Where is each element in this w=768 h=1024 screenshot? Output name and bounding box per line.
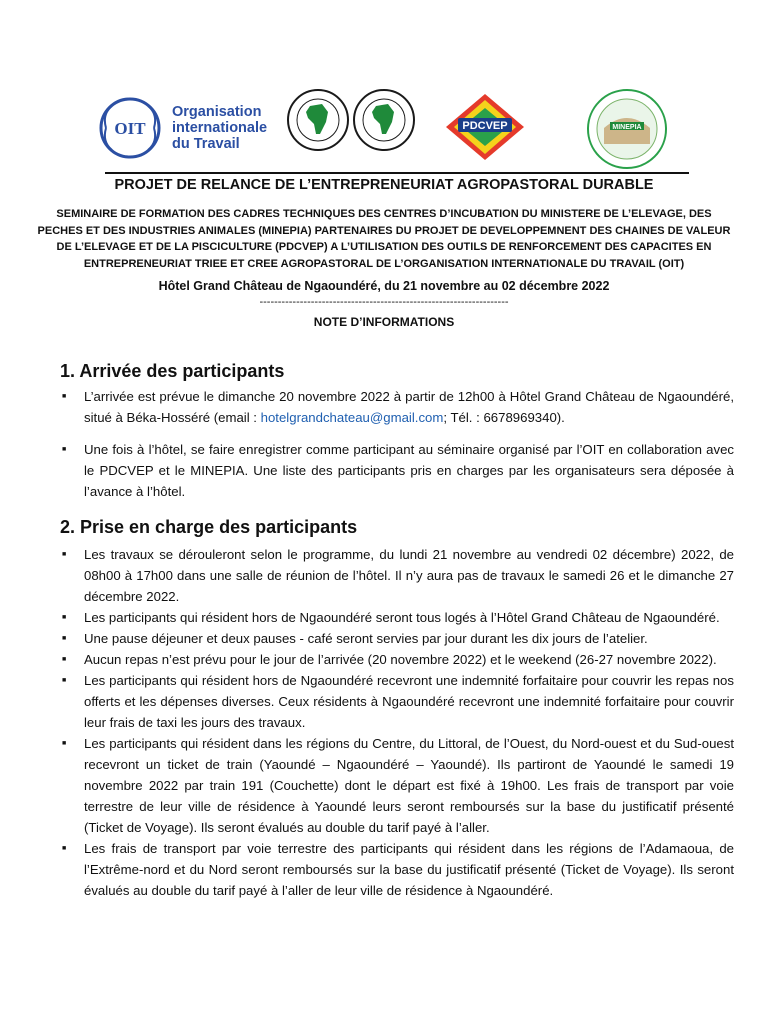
oit-line-1: Organisation (172, 104, 262, 120)
seminar-description: SEMINAIRE DE FORMATION DES CADRES TECHNIQUES DES CENTRES D’INCUBATION DU MINISTERE DE L’ELEVAGE, DES PECHES ET DES INDUSTRIES ANIMALES (MINEPIA) PARTENAIRES DU PROJET DE DEVELOPPEMNENT DES CHAINES DE VALEUR DE L’ELEVAGE ET DE LA PISCICULTURE (PDCVEP) A L’UTILISATION DES OUTILS DE RENFORCEMENT DES CAPACITES EN ENTREPRENEURIAT TRIEE ET CREE AGROPASTORAL DE L’ORGANISATION INTERNATIONALE DU TRAVAIL (OIT) (37, 208, 731, 270)
oit-line-2: internationale (172, 120, 268, 136)
list-item: ■ Les participants qui résident hors de Ngaoundéré recevront une indemnité forfaitaire pour couvrir les repas nos offerts et les dépenses diverses. Ceux résidents à Ngaoundéré recevront une indemnité forfaitaire pour couvrir leur frais de taxi les jours des travaux. (60, 670, 734, 733)
section-1-list (60, 386, 734, 513)
list-item: ■ Les participants qui résident dans les régions du Centre, du Littoral, de l’Ouest, du Nord-ouest et du Sud-ouest recevront un ticket de train (Yaoundé – Ngaoundéré – Yaoundé). Ils partiront de Yaoundé le samedi 19 novembre 2022 par train 191 (Couchette) dont le départ est fixé à 19h00. Les frais de transport par voie terrestre de leur ville de résidence à Yaoundé leurs seront remboursés sur la base du justificatif présenté (Ticket de Voyage). Ils seront évalués au double du tarif payé à l’aller. (60, 733, 734, 838)
svg-text:OIT: OIT (114, 119, 146, 138)
afdb-fr-logo-icon (286, 88, 350, 152)
list-item: ■ Les travaux se dérouleront selon le programme, du lundi 21 novembre au vendredi 02 décembre) 2022, de 08h00 à 17h00 dans une salle de réunion de l’hôtel. Il n’y aura pas de travaux le samedi 26 et le dimanche 27 décembre 2022. (60, 544, 734, 607)
section-2-list (60, 544, 734, 901)
oit-line-3: du Travail (172, 136, 240, 152)
list-item: ■ Les frais de transport par voie terrestre des participants qui résident dans les régions de l’Adamaoua, de l’Extrême-nord et du Nord seront remboursés sur la base du justificatif présenté (Ticket de Voyage). Ils seront évalués au double du tarif payé à l’aller de leur ville de résidence à Ngaoundéré. (60, 838, 734, 901)
svg-text:MINEPIA: MINEPIA (612, 124, 642, 131)
list-item: ■ Les participants qui résident hors de Ngaoundéré seront tous logés à l’Hôtel Grand Château de Ngaoundéré. (60, 607, 734, 628)
minepia-logo-icon (586, 88, 668, 170)
list-item: ■ Une fois à l’hôtel, se faire enregistrer comme participant au séminaire organisé par l’OIT en collaboration avec le PDCVEP et le MINEPIA. Une liste des participants pris en charges par les organisateurs sera déposée à l’avance à l’hôtel. (60, 439, 734, 502)
oit-logo (98, 96, 267, 160)
logo-bar (0, 84, 768, 174)
email-link[interactable]: hotelgrandchateau@gmail.com (260, 410, 444, 425)
afdb-en-logo-icon (352, 88, 416, 152)
list-item: ■ Une pause déjeuner et deux pauses - café seront servies par jour durant les dix jours de l’atelier. (60, 628, 734, 649)
venue-dates: Hôtel Grand Château de Ngaoundéré, du 21 novembre au 02 décembre 2022 (158, 279, 610, 293)
separator-dashes: -------------------------------------------------------------------- (259, 296, 509, 308)
pdcvep-logo-icon (444, 92, 526, 162)
section-1-heading: 1. Arrivée des participants (60, 361, 285, 381)
oit-globe-icon (98, 96, 162, 160)
section-2-heading: 2. Prise en charge des participants (60, 517, 358, 537)
note-heading: NOTE D’INFORMATIONS (313, 315, 455, 329)
list-item: ■ Aucun repas n’est prévu pour le jour de l’arrivée (20 novembre 2022) et le weekend (26-27 novembre 2022). (60, 649, 734, 670)
document-title: PROJET DE RELANCE DE L’ENTREPRENEURIAT AGROPASTORAL DURABLE (114, 177, 654, 193)
list-item: ■ L’arrivée est prévue le dimanche 20 novembre 2022 à partir de 12h00 à Hôtel Grand Château de Ngaoundéré, situé à Béka-Hosséré (email : hotelgrandchateau@gmail.com; Tél. : 6678969340). (60, 386, 734, 428)
svg-text:PDCVEP: PDCVEP (462, 120, 508, 132)
title-rule (105, 172, 689, 174)
